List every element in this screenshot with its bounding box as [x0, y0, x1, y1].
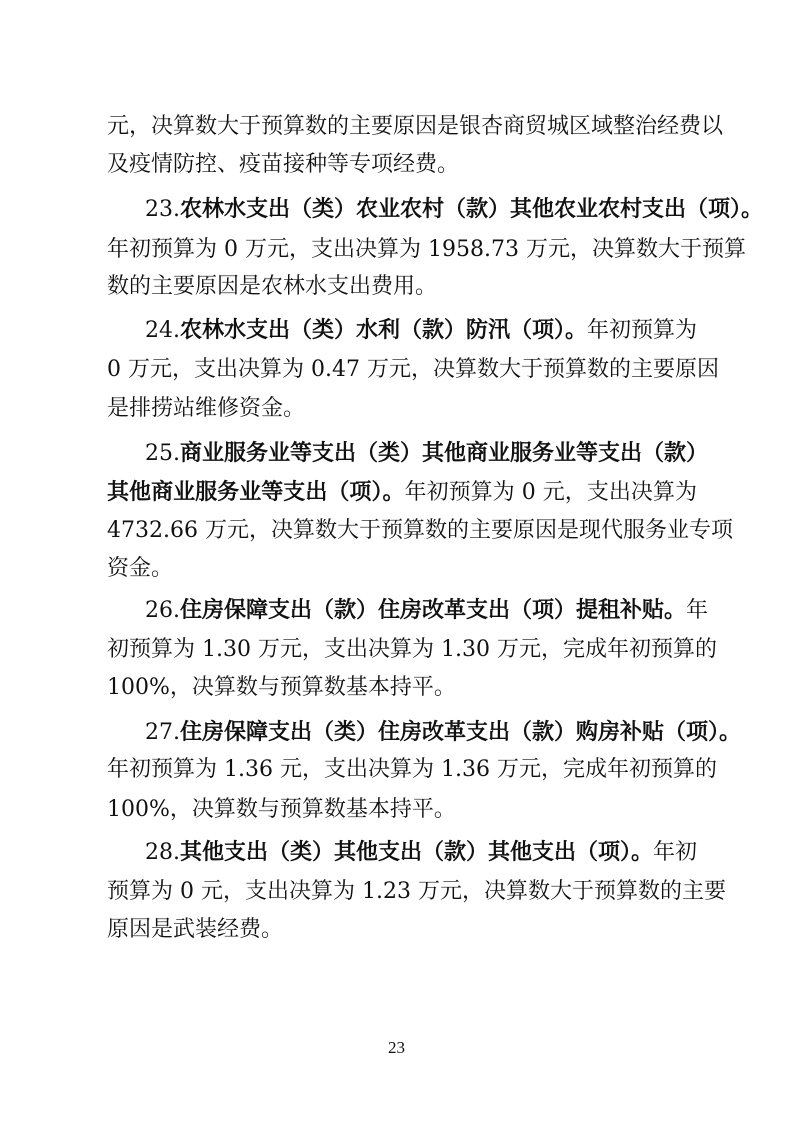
- body-text-segment: 4732.66 万元，决算数大于预算数的主要原因是现代服务业专项: [107, 518, 733, 543]
- body-text-segment: 年初预算为 0 元，支出决算为: [404, 480, 697, 505]
- body-text-segment: 元，决算数大于预算数的主要原因是银杏商贸城区域整治经费以: [107, 114, 724, 139]
- text-line: [107, 355, 719, 385]
- text-line: [107, 150, 697, 180]
- body-text-segment: 年: [686, 598, 709, 623]
- text-line: [107, 516, 733, 546]
- text-line: [107, 755, 717, 785]
- text-line: [145, 194, 764, 224]
- text-line: [107, 915, 697, 945]
- bold-heading-text: 其他支出（类）其他支出（款）其他支出（项）。: [180, 839, 654, 865]
- body-text-segment: 23.: [145, 197, 180, 222]
- text-line: [107, 877, 726, 907]
- text-line: [107, 673, 697, 703]
- text-line: [107, 477, 697, 507]
- body-text-segment: 100%，决算数与预算数基本持平。: [107, 797, 456, 822]
- bold-heading-text: 农林水支出（类）水利（款）防汛（项）。: [180, 317, 588, 343]
- body-text-segment: 原因是武装经费。: [107, 917, 284, 942]
- text-line: [145, 438, 709, 468]
- text-line: [145, 837, 697, 867]
- body-text-segment: 及疫情防控、疫苗接种等专项经费。: [107, 152, 460, 177]
- body-text-segment: 28.: [145, 840, 180, 865]
- bold-heading-text: 农林水支出（类）农业农村（款）其他农业农村支出（项）。: [180, 196, 764, 222]
- body-text-segment: 0 万元，支出决算为 0.47 万元，决算数大于预算数的主要原因: [107, 357, 719, 382]
- text-line: [107, 112, 724, 142]
- text-line: [107, 554, 697, 584]
- bold-heading-text: 住房保障支出（款）住房改革支出（项）提租补贴。: [180, 597, 687, 623]
- text-line: [145, 595, 709, 625]
- body-text-segment: 年初: [653, 840, 698, 865]
- body-text-segment: 年初预算为 1.36 元，支出决算为 1.36 万元，完成年初预算的: [107, 757, 717, 782]
- body-text-segment: 24.: [145, 318, 180, 343]
- body-text-segment: 预算为 0 元，支出决算为 1.23 万元，决算数大于预算数的主要: [107, 879, 726, 904]
- body-text-segment: 数的主要原因是农林水支出费用。: [107, 274, 438, 299]
- text-line: [107, 394, 697, 424]
- body-text-segment: 100%，决算数与预算数基本持平。: [107, 675, 456, 700]
- body-text-segment: 初预算为 1.30 万元，支出决算为 1.30 万元，完成年初预算的: [107, 637, 717, 662]
- body-text-segment: 27.: [145, 720, 180, 745]
- text-line: [107, 635, 717, 665]
- text-line: [145, 717, 742, 747]
- body-text-segment: 年初预算为: [587, 318, 698, 343]
- body-text-segment: 年初预算为 0 万元，支出决算为 1958.73 万元，决算数大于预算: [107, 237, 746, 262]
- body-text-segment: 是排捞站维修资金。: [107, 396, 306, 421]
- bold-heading-text: 住房保障支出（类）住房改革支出（款）购房补贴（项）。: [180, 719, 742, 745]
- text-line: [107, 272, 697, 302]
- text-line: [107, 235, 746, 265]
- bold-heading-text: 商业服务业等支出（类）其他商业服务业等支出（款）: [180, 440, 709, 466]
- page-number: 23: [388, 1038, 405, 1057]
- body-text-segment: 资金。: [107, 556, 174, 581]
- body-text-segment: 26.: [145, 598, 180, 623]
- text-line: [107, 795, 697, 825]
- text-line: [145, 315, 697, 345]
- body-text-segment: 25.: [145, 441, 180, 466]
- bold-heading-text: 其他商业服务业等支出（项）。: [107, 479, 405, 505]
